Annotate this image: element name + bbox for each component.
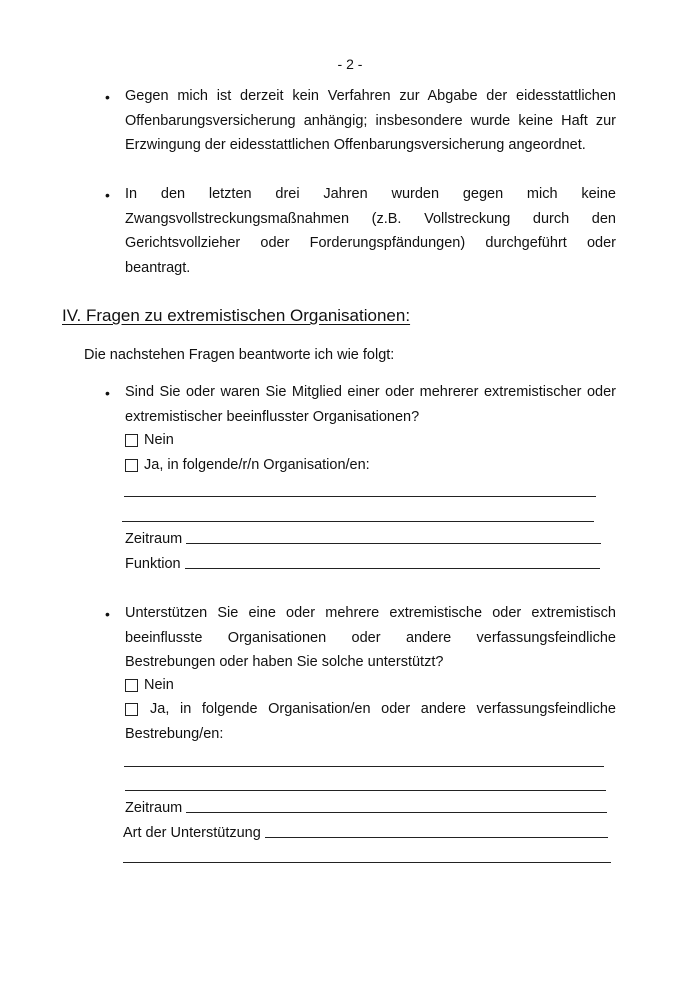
option-no-label: Nein bbox=[144, 432, 174, 448]
support-label: Art der Unterstützung bbox=[123, 825, 261, 841]
answer-line[interactable] bbox=[124, 766, 604, 767]
option-yes-label-line2: Bestrebung/en: bbox=[125, 725, 224, 742]
bullet-icon: • bbox=[105, 89, 110, 105]
checkbox-yes[interactable] bbox=[125, 703, 138, 716]
answer-line[interactable] bbox=[125, 790, 606, 791]
section-heading: IV. Fragen zu extremistischen Organisationen: bbox=[62, 306, 411, 325]
answer-line[interactable] bbox=[123, 862, 611, 863]
period-line[interactable] bbox=[186, 812, 607, 813]
period-label: Zeitraum bbox=[125, 531, 183, 547]
section-intro: Die nachstehen Fragen beantworte ich wie folgt: bbox=[84, 347, 395, 363]
question1-period-field[interactable] bbox=[125, 527, 601, 547]
answer-line[interactable] bbox=[122, 521, 594, 522]
question1-option-yes[interactable] bbox=[125, 455, 370, 475]
question2-text: Unterstützen Sie eine oder mehrere extremistische oder extremistisch beeinflusste Organisationen oder andere verfassungsfeindliche Bestrebungen oder haben Sie solche unterstützt? bbox=[125, 605, 616, 671]
page-number: - 2 - bbox=[337, 56, 363, 72]
option-no-label: Nein bbox=[144, 677, 174, 693]
support-line[interactable] bbox=[265, 837, 608, 838]
option-yes-label-line1: Ja, in folgende Organisation/en oder andere verfassungsfeindliche bbox=[150, 701, 616, 717]
question1-function-field[interactable] bbox=[125, 552, 600, 572]
function-label: Funktion bbox=[125, 556, 181, 572]
question1-option-no[interactable] bbox=[125, 430, 174, 450]
bullet-icon: • bbox=[105, 606, 110, 622]
checkbox-yes[interactable] bbox=[125, 459, 138, 472]
option-yes-label: Ja, in folgende/r/n Organisation/en: bbox=[144, 457, 370, 473]
bullet-text-offenbarung: Gegen mich ist derzeit kein Verfahren zur Abgabe der eidesstattlichen Offenbarungsversicherung anhängig; insbesondere wurde keine Haft zur Erzwingung der eidesstattlichen Offenbarungsversicherung angeordnet. bbox=[125, 88, 616, 154]
question2-option-no[interactable] bbox=[125, 675, 174, 695]
checkbox-no[interactable] bbox=[125, 679, 138, 692]
function-line[interactable] bbox=[185, 568, 600, 569]
question1-text: Sind Sie oder waren Sie Mitglied einer oder mehrerer extremistischer oder extremistischer beeinflusster Organisationen? bbox=[125, 384, 616, 425]
period-label: Zeitraum bbox=[125, 800, 183, 816]
period-line[interactable] bbox=[186, 543, 601, 544]
question2-period-field[interactable] bbox=[125, 796, 607, 816]
checkbox-no[interactable] bbox=[125, 434, 138, 447]
bullet-text-zwangsvollstreckung: In den letzten drei Jahren wurden gegen mich keine Zwangsvollstreckungsmaßnahmen (z.B. Vollstreckung durch den Gerichtsvollzieher oder Forderungspfändungen) durchgeführt oder beantragt. bbox=[125, 186, 616, 277]
bullet-icon: • bbox=[105, 187, 110, 203]
bullet-icon: • bbox=[105, 385, 110, 401]
question2-support-field[interactable] bbox=[123, 821, 608, 841]
question2-option-yes[interactable] bbox=[125, 697, 616, 746]
answer-line[interactable] bbox=[124, 496, 596, 497]
